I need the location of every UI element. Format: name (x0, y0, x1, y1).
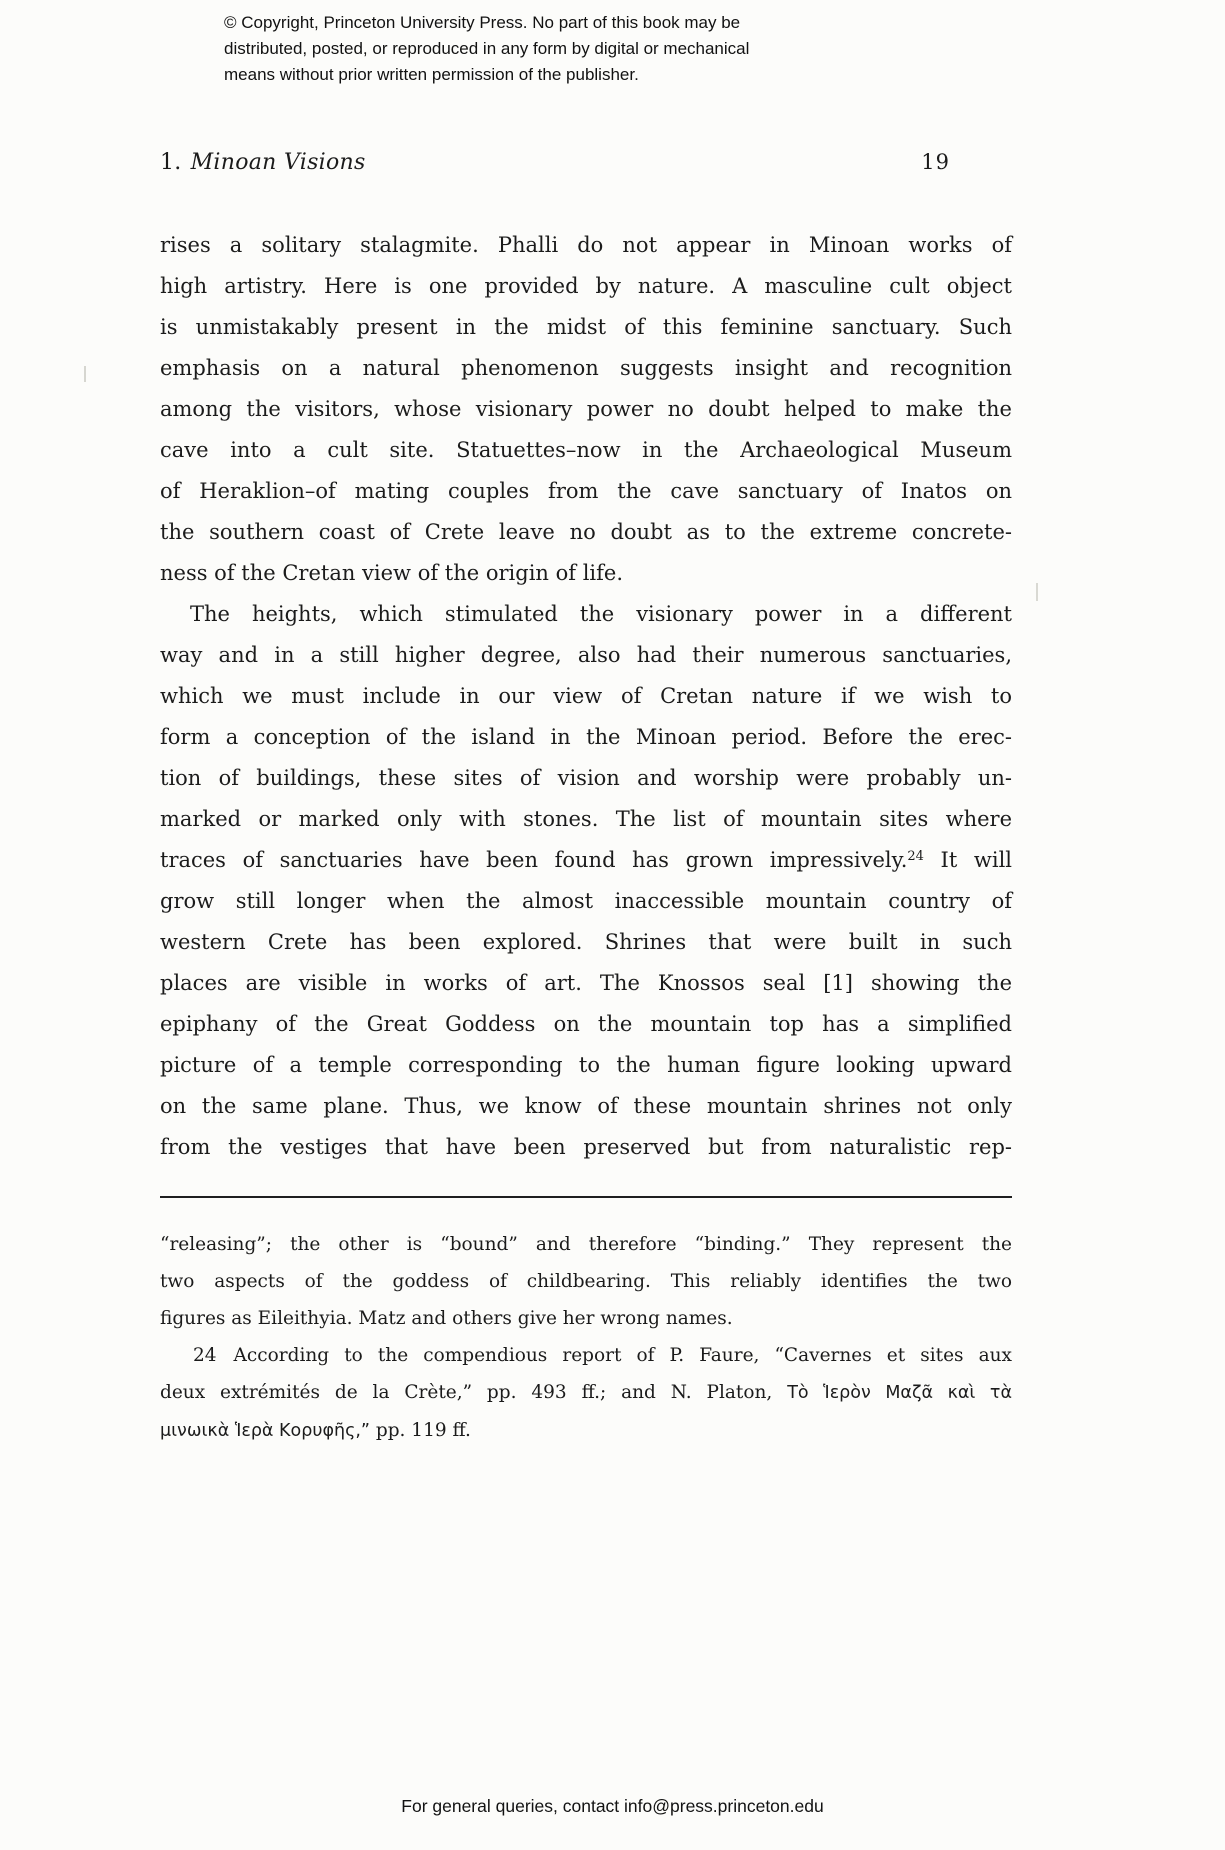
body-text-segment: It will (923, 848, 1012, 872)
body-line: high artistry. Here is one provided by nature. A masculine cult object (160, 274, 1012, 298)
page-number: 19 (921, 150, 950, 174)
copyright-line: © Copyright, Princeton University Press. No part of this book may be (224, 13, 741, 32)
body-line: tion of buildings, these sites of vision and worship were probably un- (160, 766, 1012, 790)
scan-artifact (84, 366, 86, 382)
greek-text-segment: μινωικὰ Ἱερὰ Κορυφῆς,” (160, 1421, 370, 1441)
greek-text-segment: Τὸ Ἱερὸν Μαζᾶ καὶ τὰ (787, 1383, 1012, 1403)
chapter-title: Minoan Visions (190, 150, 366, 175)
footnotes (160, 1226, 1012, 1450)
footnote-reference-24: 24 (907, 849, 924, 864)
body-line: picture of a temple corresponding to the human figure looking upward (160, 1053, 1012, 1077)
body-line: rises a solitary stalagmite. Phalli do not appear in Minoan works of (160, 233, 1012, 257)
chapter-number: 1. (160, 150, 182, 175)
footnote-text-segment: pp. 119 ff. (369, 1420, 471, 1441)
body-line: on the same plane. Thus, we know of these mountain shrines not only (160, 1094, 1012, 1118)
running-header (160, 150, 1012, 175)
body-line: marked or marked only with stones. The list of mountain sites where (160, 807, 1012, 831)
body-line: emphasis on a natural phenomenon suggests insight and recognition (160, 356, 1012, 380)
footnote-line: figures as Eileithyia. Matz and others give her wrong names. (160, 1308, 733, 1329)
footnote-number: 24 (193, 1345, 217, 1366)
body-line: of Heraklion–of mating couples from the cave sanctuary of Inatos on (160, 479, 1012, 503)
body-line: ness of the Cretan view of the origin of life. (160, 561, 624, 585)
body-text-segment: traces of sanctuaries have been found has grown impressively. (160, 848, 908, 872)
body-text (160, 225, 1012, 1168)
body-line: places are visible in works of art. The Knossos seal [1] showing the (160, 971, 1012, 995)
footnote-24-line (160, 1337, 1012, 1374)
footnote-text-segment: deux extrémités de la Crète,” pp. 493 ff.; and N. Platon, (160, 1382, 788, 1403)
chapter-heading (160, 150, 366, 175)
copyright-line: means without prior written permission of the publisher. (224, 65, 639, 84)
body-line: way and in a still higher degree, also had their numerous sanctuaries, (160, 643, 1012, 667)
footnote-line: two aspects of the goddess of childbearing. This reliably identifies the two (160, 1271, 1012, 1292)
copyright-notice (224, 10, 864, 88)
footnote-line: “releasing”; the other is “bound” and therefore “binding.” They represent the (160, 1234, 1012, 1255)
body-line: which we must include in our view of Cretan nature if we wish to (160, 684, 1012, 708)
body-line-with-footnote-ref (160, 840, 1012, 881)
paragraph-1 (160, 225, 1012, 594)
body-line: among the visitors, whose visionary power no doubt helped to make the (160, 397, 1012, 421)
body-line: The heights, which stimulated the visionary power in a different (190, 602, 1012, 626)
footnote-divider-rule (160, 1196, 1012, 1198)
copyright-line: distributed, posted, or reproduced in any form by digital or mechanical (224, 39, 750, 58)
footnote-24-line (160, 1412, 1012, 1450)
paragraph-2 (160, 594, 1012, 1168)
footnote-24-line (160, 1374, 1012, 1412)
scan-artifact (1036, 583, 1038, 601)
body-line: is unmistakably present in the midst of this feminine sanctuary. Such (160, 315, 1012, 339)
footnote-text-segment: According to the compendious report of P. Faure, “Cavernes et sites aux (233, 1345, 1012, 1366)
body-line: form a conception of the island in the Minoan period. Before the erec- (160, 725, 1012, 749)
page-footer: For general queries, contact info@press.princeton.edu (401, 1796, 824, 1816)
body-line: epiphany of the Great Goddess on the mountain top has a simplified (160, 1012, 1012, 1036)
body-line: from the vestiges that have been preserved but from naturalistic rep- (160, 1135, 1012, 1159)
body-line: grow still longer when the almost inaccessible mountain country of (160, 889, 1012, 913)
body-line: western Crete has been explored. Shrines that were built in such (160, 930, 1012, 954)
body-line: cave into a cult site. Statuettes–now in the Archaeological Museum (160, 438, 1012, 462)
body-line: the southern coast of Crete leave no doubt as to the extreme concrete- (160, 520, 1012, 544)
